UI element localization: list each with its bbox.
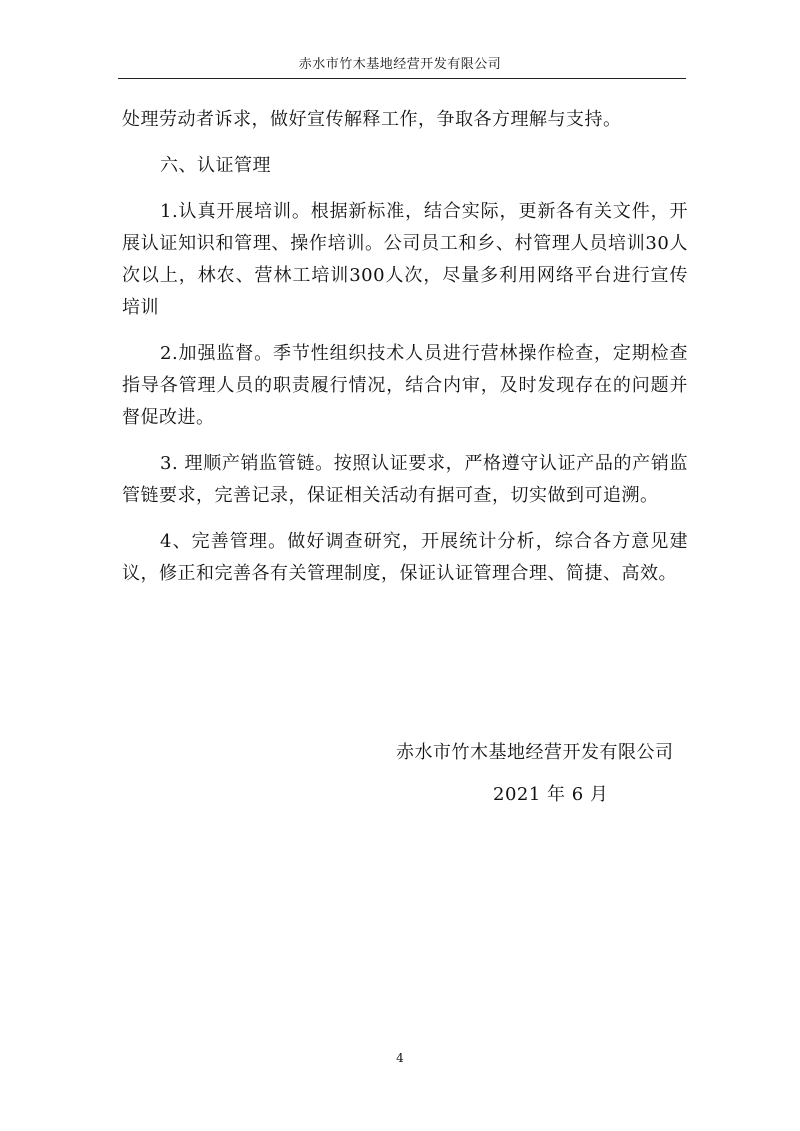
paragraph-training: 1.认真开展培训。根据新标准，结合实际，更新各有关文件，开展认证知识和管理、操作培训。公司员工和乡、村管理人员培训30人次以上，林农、营林工培训300人次，尽量多利用网络平台进行宣传培训 (122, 201, 688, 318)
paragraph-chain-of-custody: 3. 理顺产销监管链。按照认证要求，严格遵守认证产品的产销监管链要求，完善记录，保证相关活动有据可查，切实做到可追溯。 (122, 453, 688, 506)
header-rule (118, 78, 686, 79)
page-header-title: 赤水市竹木基地经营开发有限公司 (298, 57, 502, 72)
paragraph-management: 4、完善管理。做好调查研究，开展统计分析，综合各方意见建议，修正和完善各有关管理制度，保证认证管理合理、简捷、高效。 (122, 531, 688, 584)
signature-company: 赤水市竹木基地经营开发有限公司 (396, 742, 674, 763)
paragraph-continuation: 处理劳动者诉求，做好宣传解释工作，争取各方理解与支持。 (122, 109, 622, 130)
page-number: 4 (396, 1051, 404, 1065)
signature-date: 2021 年 6 月 (493, 784, 609, 805)
document-body (122, 104, 688, 604)
paragraph-supervision: 2.加强监督。季节性组织技术人员进行营林操作检查，定期检查指导各管理人员的职责履行情况，结合内审，及时发现存在的问题并督促改进。 (122, 343, 688, 428)
section-heading: 六、认证管理 (160, 155, 271, 176)
